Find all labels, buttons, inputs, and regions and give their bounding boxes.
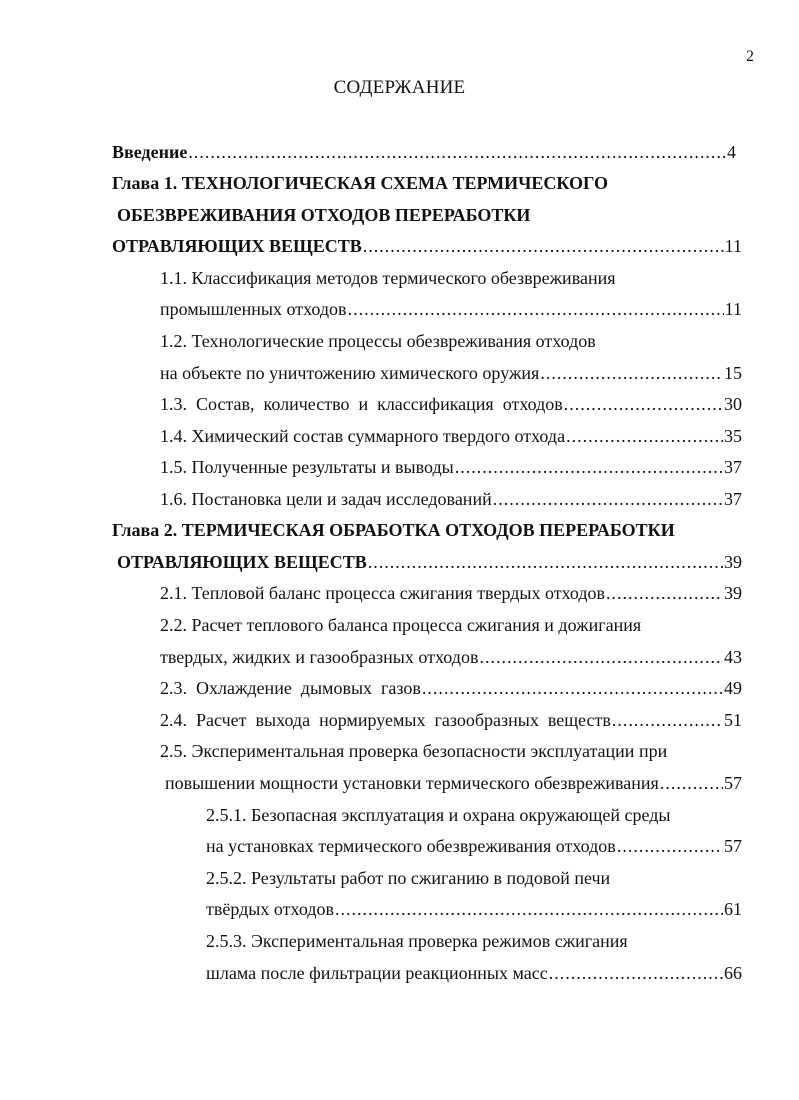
toc-section-1-4 [160, 424, 742, 448]
page-title: СОДЕРЖАНИЕ [333, 77, 466, 98]
toc-leader-dots [422, 676, 723, 700]
toc-page-number: 49 [724, 678, 742, 698]
toc-page-number: 57 [724, 836, 742, 856]
toc-leader-dots [617, 834, 723, 858]
toc-section-2-4 [160, 708, 742, 732]
toc-leader-dots [612, 708, 723, 732]
toc-leader-dots [188, 140, 726, 164]
toc-page-number: 37 [724, 489, 742, 509]
toc-entry-text: твердых, жидких и газообразных отходов [160, 647, 479, 667]
toc-entry-text: Введение [112, 142, 188, 162]
toc-entry-text: на объекте по уничтожению химического оружия [160, 363, 540, 383]
toc-page-number: 11 [724, 299, 742, 319]
toc-leader-dots [493, 487, 723, 511]
toc-entry-text: 1.4. Химический состав суммарного твердого отхода [160, 426, 566, 446]
toc-section-2-3 [160, 676, 742, 700]
toc-leader-dots [660, 771, 723, 795]
toc-entry-text: промышленных отходов [160, 299, 347, 319]
toc-chapter-2-line-2 [117, 550, 742, 574]
toc-section-1-2-line-1: 1.2. Технологические процессы обезвреживания отходов [160, 331, 596, 351]
toc-page-number: 37 [724, 457, 742, 477]
toc-page-number: 43 [724, 647, 742, 667]
toc-leader-dots [566, 424, 723, 448]
page-number: 2 [746, 48, 754, 65]
toc-entry-text: на установках термического обезвреживания отходов [206, 836, 616, 856]
toc-subsection-2-5-2-line-1: 2.5.2. Результаты работ по сжиганию в подовой печи [206, 868, 611, 888]
toc-section-1-1-line-2 [160, 297, 742, 321]
toc-entry-text: 2.3. Охлаждение дымовых газов [160, 678, 421, 698]
toc-chapter-2-line-1: Глава 2. ТЕРМИЧЕСКАЯ ОБРАБОТКА ОТХОДОВ ПЕРЕРАБОТКИ [112, 520, 675, 540]
toc-entry-text: 1.6. Постановка цели и задач исследований [160, 489, 492, 509]
toc-leader-dots [479, 645, 723, 669]
toc-entry-text: ОТРАВЛЯЮЩИХ ВЕЩЕСТВ [117, 552, 367, 572]
toc-entry-text: повышении мощности установки термического обезвреживания [165, 773, 659, 793]
toc-entry-text: 2.4. Расчет выхода нормируемых газообразных веществ [160, 710, 611, 730]
toc-leader-dots [348, 297, 724, 321]
toc-entry-text: ОТРАВЛЯЮЩИХ ВЕЩЕСТВ [112, 236, 362, 256]
toc-page-number: 35 [724, 426, 742, 446]
toc-section-1-5 [160, 455, 742, 479]
toc-page-number: 39 [724, 583, 742, 603]
toc-section-2-5-line-2 [165, 771, 742, 795]
toc-page-number: 57 [724, 773, 742, 793]
toc-page-number: 61 [724, 899, 742, 919]
toc-page-number: 30 [724, 394, 742, 414]
toc-chapter-1-line-1: Глава 1. ТЕХНОЛОГИЧЕСКАЯ СХЕМА ТЕРМИЧЕСКОГО [112, 173, 608, 193]
toc-section-1-3 [160, 392, 742, 416]
toc-subsection-2-5-2-line-2 [206, 897, 742, 921]
toc-subsection-2-5-1-line-1: 2.5.1. Безопасная эксплуатация и охрана окружающей среды [206, 805, 671, 825]
toc-chapter-1-line-3 [112, 234, 742, 258]
toc-section-1-6 [160, 487, 742, 511]
toc-subsection-2-5-3-line-1: 2.5.3. Экспериментальная проверка режимов сжигания [206, 931, 628, 951]
toc-entry-text: 1.5. Полученные результаты и выводы [160, 457, 454, 477]
toc-leader-dots [606, 581, 723, 605]
toc-page-number: 4 [727, 142, 736, 162]
toc-entry-intro [112, 140, 736, 164]
toc-page-number: 11 [724, 236, 742, 256]
toc-page-number: 51 [724, 710, 742, 730]
toc-leader-dots [540, 361, 723, 385]
toc-page-number: 66 [724, 963, 742, 983]
toc-subsection-2-5-3-line-2 [206, 961, 742, 985]
toc-leader-dots [549, 961, 723, 985]
toc-section-2-2-line-1: 2.2. Расчет теплового баланса процесса сжигания и дожигания [160, 615, 642, 635]
toc-page-number: 15 [724, 363, 742, 383]
toc-leader-dots [363, 234, 724, 258]
toc-leader-dots [564, 392, 723, 416]
toc-leader-dots [335, 897, 723, 921]
toc-section-2-5-line-1: 2.5. Экспериментальная проверка безопасности эксплуатации при [160, 741, 668, 761]
toc-entry-text: шлама после фильтрации реакционных масс [206, 963, 548, 983]
toc-section-2-1 [160, 581, 742, 605]
toc-chapter-1-line-2: ОБЕЗВРЕЖИВАНИЯ ОТХОДОВ ПЕРЕРАБОТКИ [117, 205, 531, 225]
toc-leader-dots [455, 455, 723, 479]
toc-leader-dots [368, 550, 723, 574]
toc-section-1-2-line-2 [160, 361, 742, 385]
toc-entry-text: твёрдых отходов [206, 899, 334, 919]
toc-section-2-2-line-2 [160, 645, 742, 669]
toc-section-1-1-line-1: 1.1. Классификация методов термического обезвреживания [160, 268, 616, 288]
toc-entry-text: 2.1. Тепловой баланс процесса сжигания твердых отходов [160, 583, 606, 603]
toc-entry-text: 1.3. Состав, количество и классификация отходов [160, 394, 563, 414]
toc-subsection-2-5-1-line-2 [206, 834, 742, 858]
toc-page-number: 39 [724, 552, 742, 572]
